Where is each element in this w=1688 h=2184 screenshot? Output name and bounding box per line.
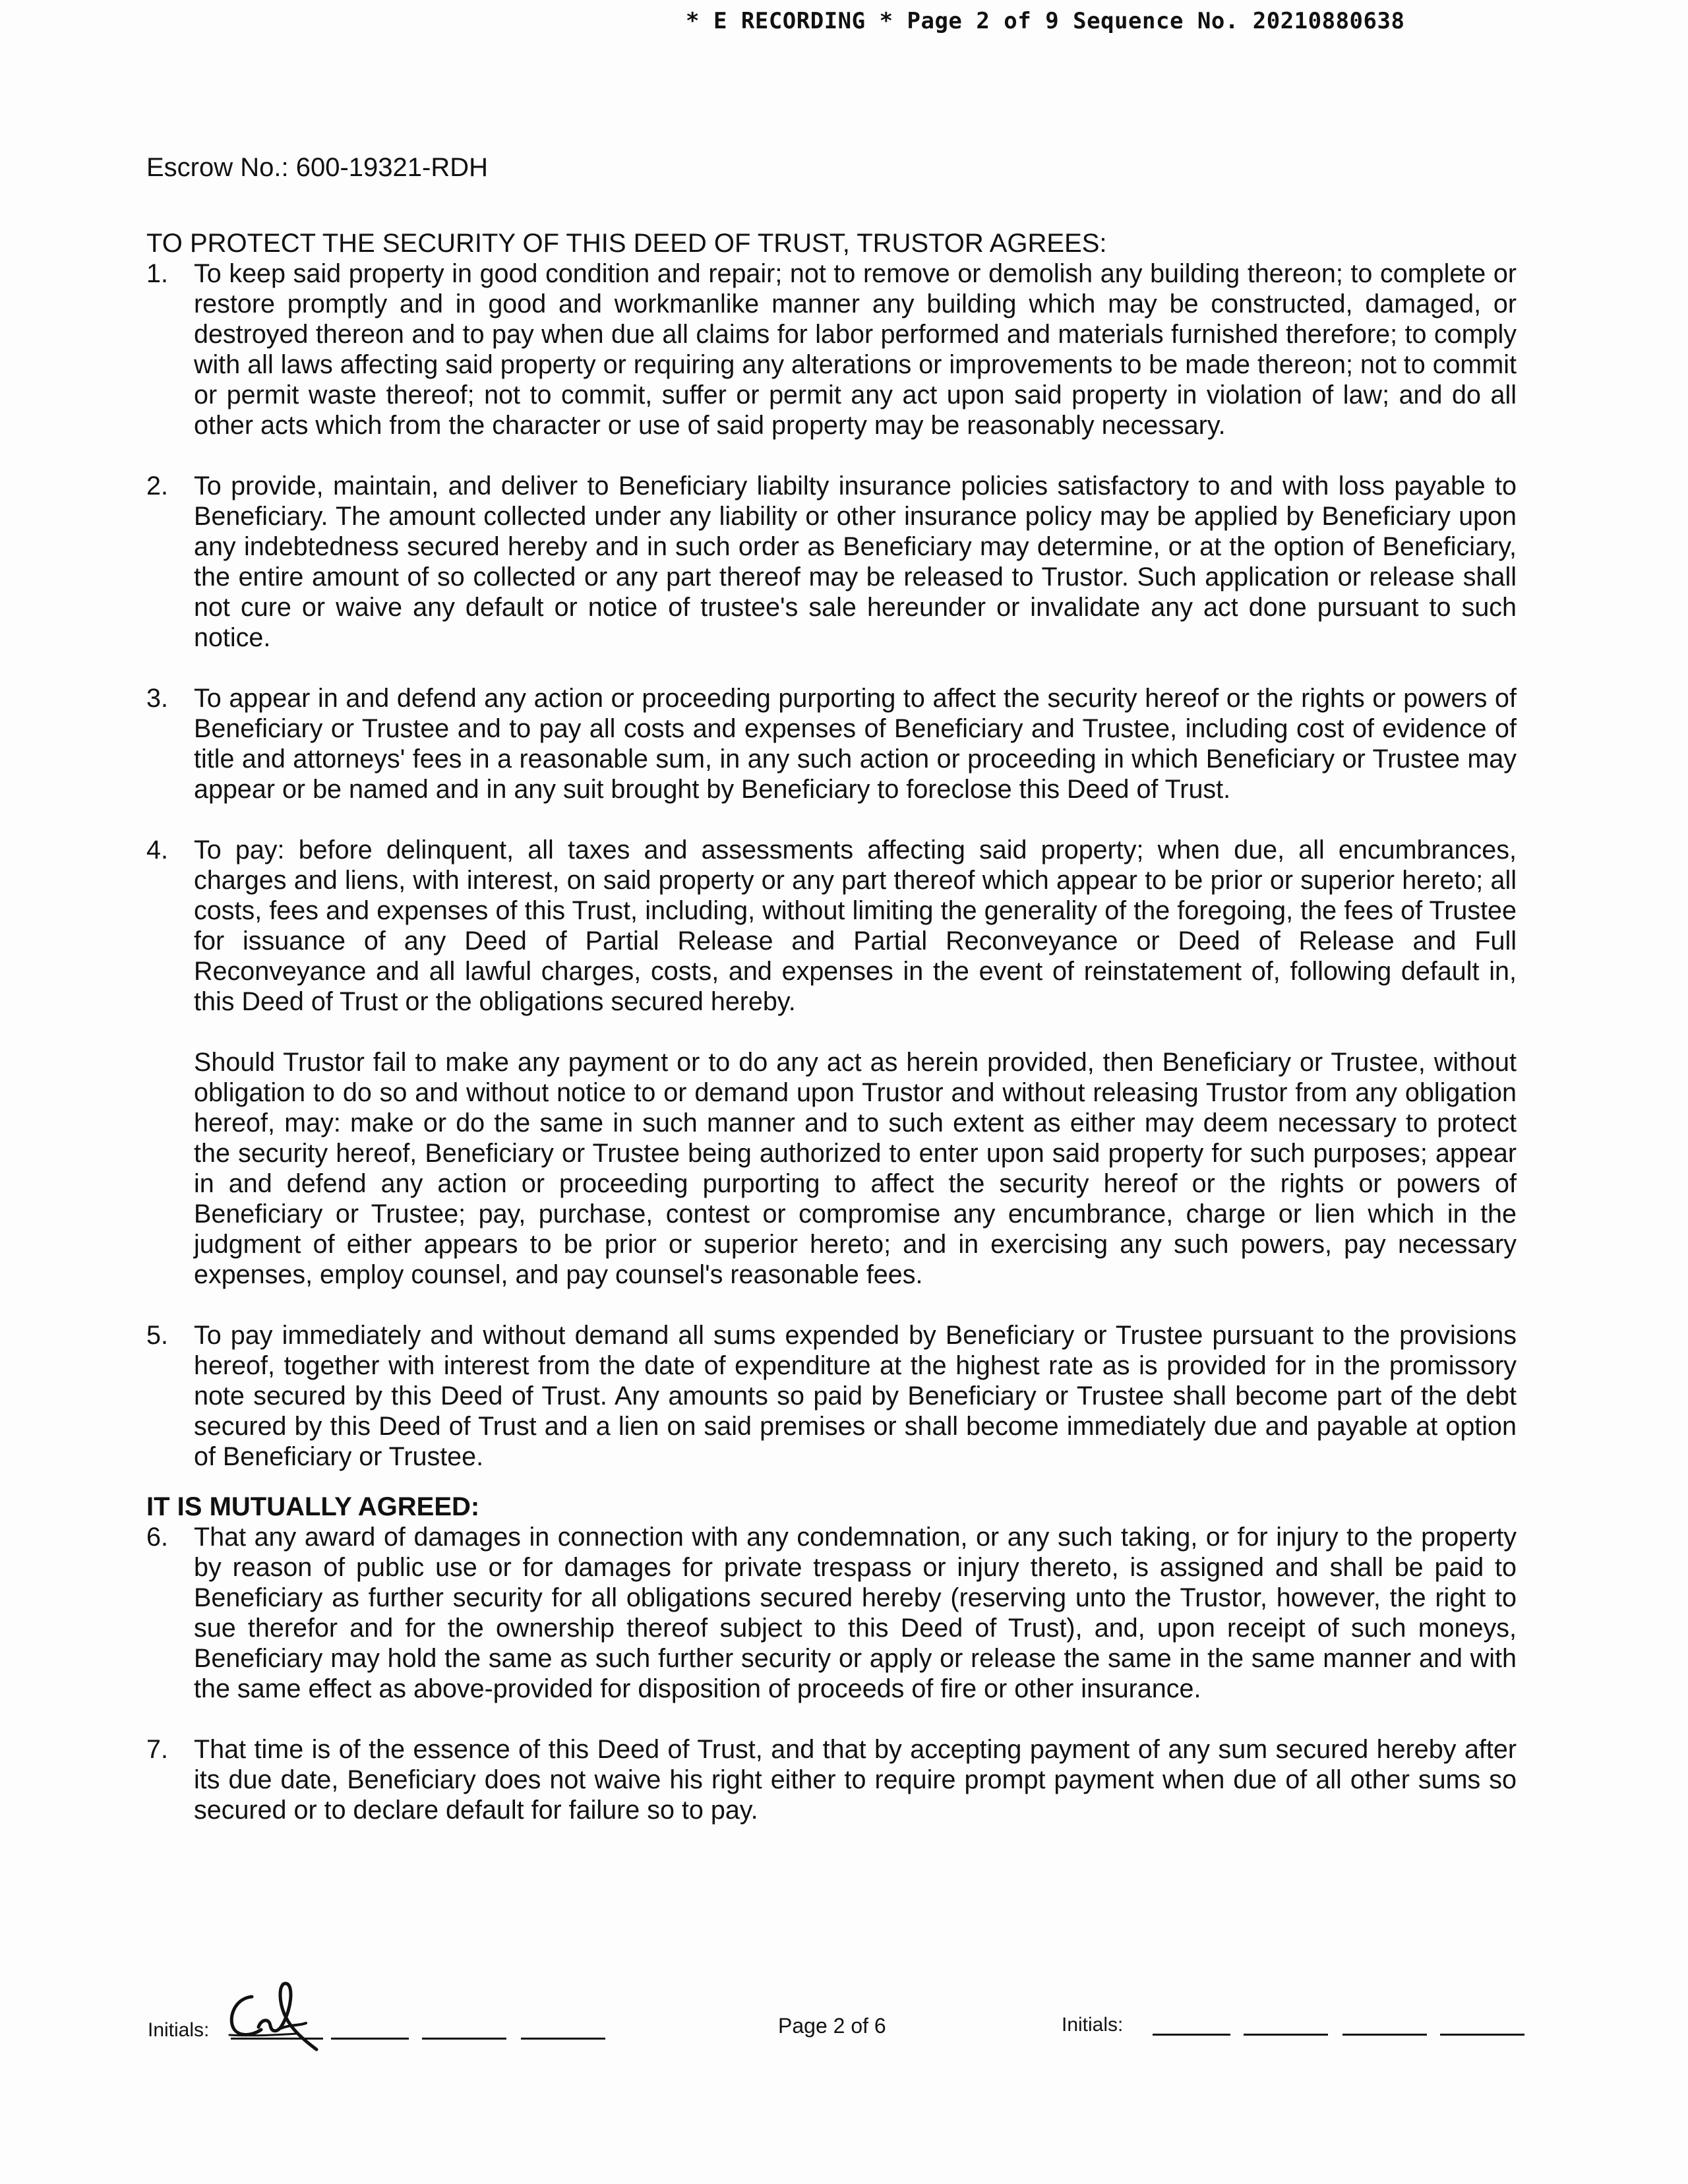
clause-number: 6. (146, 1523, 168, 1552)
page-number: Page 2 of 6 (778, 2014, 886, 2038)
clause-6 (146, 1522, 1517, 1704)
clause-number: 4. (146, 835, 168, 864)
deed-body (146, 228, 1517, 1825)
clause-5 (146, 1320, 1517, 1472)
recording-stamp-header: * E RECORDING * Page 2 of 9 Sequence No. 20210880638 (686, 8, 1405, 34)
clause-text: That any award of damages in connection with any condemnation, or any such taking, or for injury to the property by reason of public use or for damages for private trespass or injury thereto, is assigned and shall be paid to Beneficiary as further security for all obligations secured hereby (reserving unto the Trustor, however, the right to sue therefor and for the ownership thereof subject to this Deed of Trust), and, upon receipt of such moneys, Beneficiary may hold the same as such further security or apply or release the same in the same manner and with the same effect as above-provided for disposition of proceeds of fire or other insurance. (194, 1523, 1517, 1703)
initials-blank-line (331, 2038, 409, 2040)
handwritten-initials-signature (218, 1972, 330, 2064)
clause-4-continuation: Should Trustor fail to make any payment or to do any act as herein provided, then Beneficiary or Trustee, without obligation to do so and without notice to or demand upon Trustor and without releasing Trustor from any obligation hereof, may: make or do the same in such manner and to such extent as either may deem necessary to protect the security hereof, Beneficiary or Trustee being authorized to enter upon said property for such purposes; appear in and defend any action or proceeding purporting to affect the security hereof or the rights or powers of Beneficiary or Trustee; pay, purchase, contest or compromise any encumbrance, charge or lien which in the judgment of either appears to be prior or superior hereto; and in exercising any such powers, pay necessary expenses, employ counsel, and pay counsel's reasonable fees. (194, 1048, 1517, 1289)
escrow-number: Escrow No.: 600-19321-RDH (146, 153, 488, 182)
clause-text: That time is of the essence of this Deed of Trust, and that by accepting payment of any sum secured hereby after its due date, Beneficiary does not waive his right either to require prompt payment when due of all other sums so secured or to declare default for failure so to pay. (194, 1735, 1517, 1825)
clause-1 (146, 258, 1517, 440)
initials-left-label: Initials: (148, 2019, 210, 2041)
initials-blank-line (1244, 2034, 1328, 2036)
clause-2 (146, 471, 1517, 653)
clause-text: To keep said property in good condition and repair; not to remove or demolish any building thereon; to complete or restore promptly and in good and workmanlike manner any building which may be constructed, damaged, or destroyed thereon and to pay when due all claims for labor performed and materials furnished therefore; to comply with all laws affecting said property or requiring any alterations or improvements to be made thereon; not to commit or permit waste thereof; not to commit, suffer or permit any act upon said property in violation of law; and do all other acts which from the character or use of said property may be reasonably necessary. (194, 259, 1517, 440)
initials-blank-line (521, 2038, 605, 2040)
clause-text: To provide, maintain, and deliver to Beneficiary liabilty insurance policies satisfactory to and with loss payable to Beneficiary. The amount collected under any liability or other insurance policy may be applied by Beneficiary upon any indebtedness secured hereby and in such order as Beneficiary may determine, or at the option of Beneficiary, the entire amount of so collected or any part thereof may be released to Trustor. Such application or release shall not cure or waive any default or notice of trustee's sale hereunder or invalidate any act done pursuant to such notice. (194, 471, 1517, 652)
clause-number: 2. (146, 471, 168, 501)
clause-text: To appear in and defend any action or proceeding purporting to affect the security hereof or the rights or powers of Beneficiary or Trustee and to pay all costs and expenses of Beneficiary and Trustee, including cost of evidence of title and attorneys' fees in a reasonable sum, in any such action or proceeding in which Beneficiary or Trustee may appear or be named and in any suit brought by Beneficiary to foreclose this Deed of Trust. (194, 684, 1517, 804)
page-footer (0, 1972, 1688, 2064)
clause-text: To pay immediately and without demand all sums expended by Beneficiary or Trustee pursuant to the provisions hereof, together with interest from the date of expenditure at the highest rate as is provided for in the promissory note secured by this Deed of Trust. Any amounts so paid by Beneficiary or Trustee shall become part of the debt secured by this Deed of Trust and a lien on said premises or shall become immediately due and payable at option of Beneficiary or Trustee. (194, 1321, 1517, 1471)
clause-number: 1. (146, 259, 168, 288)
initials-blank-line (1342, 2034, 1427, 2036)
initials-blank-line (1153, 2034, 1230, 2036)
clause-number: 5. (146, 1321, 168, 1350)
clause-number: 7. (146, 1735, 168, 1764)
initials-blank-line (422, 2038, 506, 2040)
clause-4 (146, 835, 1517, 1017)
clause-number: 3. (146, 684, 168, 713)
initials-blank-line (231, 2038, 323, 2040)
section-title-agreed: IT IS MUTUALLY AGREED: (146, 1492, 480, 1521)
clause-3 (146, 683, 1517, 804)
section-title-protect: TO PROTECT THE SECURITY OF THIS DEED OF TRUST, TRUSTOR AGREES: (146, 229, 1107, 258)
initials-right-label: Initials: (1062, 2014, 1124, 2036)
clause-7 (146, 1734, 1517, 1825)
clause-text: To pay: before delinquent, all taxes and assessments affecting said property; when due, all encumbrances, charges and liens, with interest, on said property or any part thereof which appear to be prior or superior hereto; all costs, fees and expenses of this Trust, including, without limiting the generality of the foregoing, the fees of Trustee for issuance of any Deed of Partial Release and Partial Reconveyance or Deed of Release and Full Reconveyance and all lawful charges, costs, and expenses in the event of reinstatement of, following default in, this Deed of Trust or the obligations secured hereby. (194, 835, 1517, 1016)
initials-blank-line (1440, 2034, 1524, 2036)
